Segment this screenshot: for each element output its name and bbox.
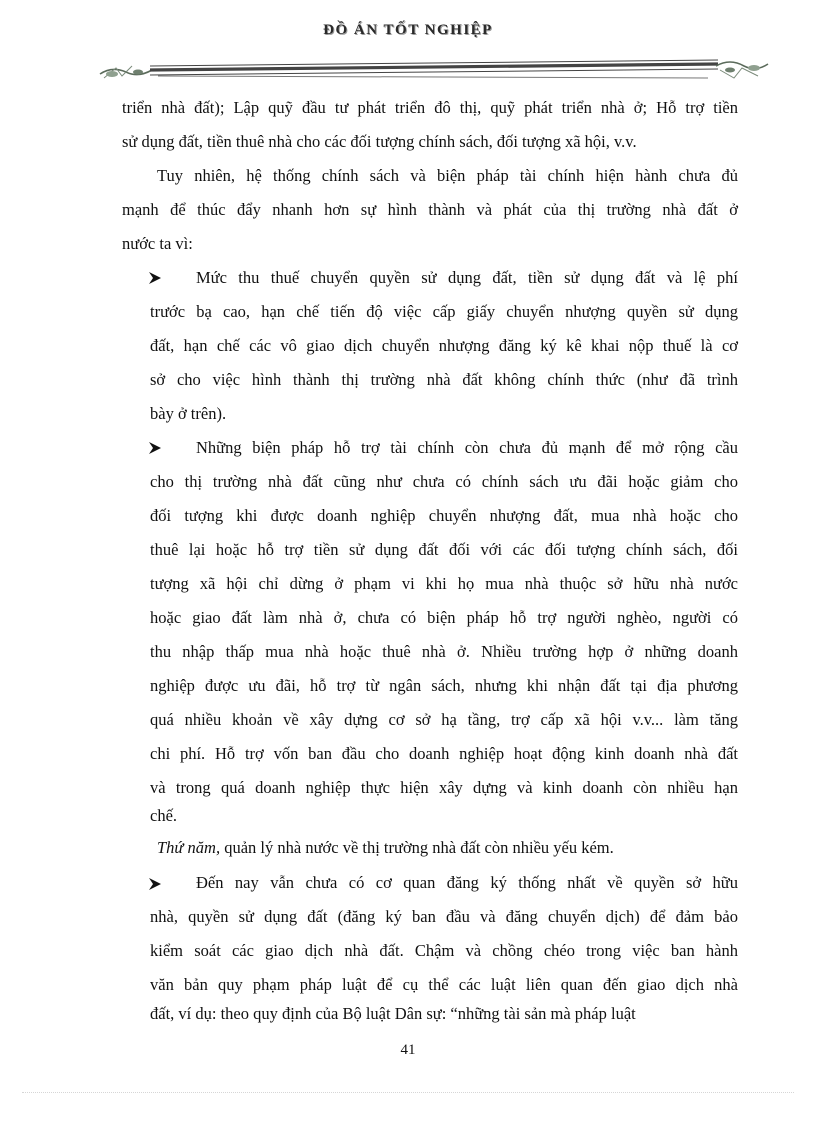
body-line: Tuy nhiên, hệ thống chính sách và biện pháp tài chính hiện hành chưa đủ [157, 166, 738, 185]
body-line: tượng xã hội chỉ dừng ở phạm vi khi họ mua nhà thuộc sở hữu nhà nước [150, 574, 738, 593]
body-line: kiểm soát các giao dịch nhà đất. Chậm và chồng chéo trong việc ban hành [150, 941, 738, 960]
page-bottom-rule [22, 1092, 794, 1093]
body-line: mạnh để thúc đẩy nhanh hơn sự hình thành và phát của thị trường nhà đất ở [122, 200, 738, 219]
body-line: quá nhiều khoản về xây dựng cơ sở hạ tầng, trợ cấp xã hội v.v... làm tăng [150, 710, 738, 729]
body-line: nước ta vì: [122, 234, 193, 253]
arrow-bullet-icon [148, 271, 162, 285]
page-number: 41 [400, 1042, 416, 1058]
body-line: cho thị trường nhà đất cũng như chưa có chính sách ưu đãi hoặc giảm cho [150, 472, 738, 491]
body-line: chi phí. Hỗ trợ vốn ban đầu cho doanh nghiệp hoạt động kinh doanh nhà đất [150, 744, 738, 763]
body-line: thuê lại hoặc hỗ trợ tiền sử dụng đất đối với các đối tượng chính sách, đối [150, 540, 738, 559]
body-line: thu nhập thấp mua nhà hoặc thuê nhà ở. Nhiều trường hợp ở những doanh [150, 642, 738, 661]
italic-lead: Thứ năm, [157, 838, 221, 857]
body-line: Những biện pháp hỗ trợ tài chính còn chưa đủ mạnh để mở rộng cầu [196, 438, 738, 457]
body-line: Đến nay vẫn chưa có cơ quan đăng ký thống nhất về quyền sở hữu [196, 873, 738, 892]
body-line: đất, ví dụ: theo quy định của Bộ luật Dân sự: “những tài sản mà pháp luật [150, 1004, 636, 1023]
arrow-bullet-icon [148, 441, 162, 455]
body-line: đất, hạn chế các vô giao dịch chuyển nhượng đăng ký kê khai nộp thuế là cơ [150, 336, 738, 355]
body-line: bày ở trên). [150, 404, 227, 423]
body-line: sở cho việc hình thành thị trường nhà đất không chính thức (như đã trình [150, 370, 738, 389]
body-line: và trong quá doanh nghiệp thực hiện xây dựng và kinh doanh còn nhiều hạn [150, 778, 738, 797]
body-line: sử dụng đất, tiền thuê nhà cho các đối tượng chính sách, đối tượng xã hội, v.v. [122, 132, 637, 151]
body-line: chế. [150, 806, 178, 825]
arrow-bullet-icon [148, 877, 162, 891]
body-line: nhà, quyền sử dụng đất (đăng ký ban đầu và đăng chuyển dịch) để đảm bảo [150, 907, 738, 926]
body-line: nghiệp được ưu đãi, hỗ trợ từ ngân sách, nhưng khi nhận đất tại địa phương [150, 676, 738, 695]
section-lead-line [157, 838, 738, 858]
section-lead-text: quản lý nhà nước về thị trường nhà đất còn nhiều yếu kém. [224, 838, 614, 857]
body-line: hoặc giao đất làm nhà ở, chưa có biện pháp hỗ trợ người nghèo, người có [150, 608, 738, 627]
header-title: ĐỒ ÁN TỐT NGHIỆP [323, 22, 493, 38]
body-line: trước bạ cao, hạn chế tiến độ việc cấp giấy chuyển nhượng quyền sử dụng [150, 302, 738, 321]
body-line: văn bản quy phạm pháp luật để cụ thể các luật liên quan đến giao dịch nhà [150, 975, 738, 994]
body-line: đối tượng khi được doanh nghiệp chuyển nhượng đất, mua nhà hoặc cho [150, 506, 738, 525]
header-ornament [98, 52, 770, 86]
body-line: triển nhà đất); Lập quỹ đầu tư phát triển đô thị, quỹ phát triển nhà ở; Hỗ trợ tiền [122, 98, 738, 117]
body-line: Mức thu thuế chuyển quyền sử dụng đất, tiền sử dụng đất và lệ phí [196, 268, 738, 287]
